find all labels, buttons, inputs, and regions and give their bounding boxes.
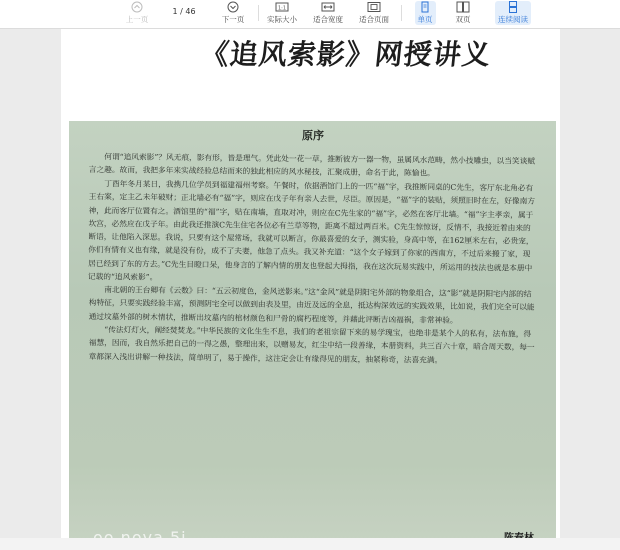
page-total: / 46 [180, 7, 196, 16]
handwritten-title: 《追风索影》网授讲义 [199, 38, 493, 71]
actual-size-button[interactable] [259, 1, 305, 25]
fit-width-icon [305, 1, 351, 15]
document-page [61, 29, 560, 550]
preface-paragraph: 何谓“追风索影”？风无痕，影有形，皆是理气。凭此处一花一草，推断彼方一器一物，虽属风水范畴，然小技雕虫，以当笑谈赋言之趣。故而，我把多年来实战经验总结而来的独此相应的风水秘技，汇聚成册，命名于此，陈愉也。 [88, 152, 536, 178]
prev-page-label: 上一页 [125, 15, 149, 24]
fit-page-button[interactable] [351, 1, 397, 25]
arrow-up-icon [114, 1, 160, 15]
next-page-button[interactable] [210, 1, 256, 25]
fit-width-button[interactable] [305, 1, 351, 25]
single-page-highlight [415, 1, 436, 25]
single-page-icon [418, 1, 433, 15]
actual-size-icon [259, 1, 305, 15]
preface-paragraph: 南北朝的王台卿有《云数》曰：“五云初度色，金风送影来。”这“金风”就是阴阳宅外部的物象组合，这“影”就是阴阳宅内部的结构特征，只要实践经验丰富，预测阴宅全可以做到由表及里，由近及远的全息，抵达构深效远的实践效果，比如说，我们完全可以能通过坟墓外部的树木情状，推断出坟墓内的棺材颜色和尸骨的腐朽程度等，并藉此评断吉凶福祸，非常神验。 [88, 285, 535, 325]
preface-heading: 原序 [302, 129, 324, 142]
fit-page-label: 适合页面 [359, 15, 389, 24]
continuous-read-highlight [495, 1, 531, 25]
continuous-read-icon [498, 1, 528, 15]
fit-page-icon [351, 1, 397, 15]
fit-width-label: 适合宽度 [313, 15, 343, 24]
double-page-button[interactable] [440, 1, 486, 25]
next-page-label: 下一页 [221, 15, 245, 24]
preface-paragraph: “传法灯灯火，阐经焚焚龙。”中华民族的文化生生不息，我们的老祖宗留下来的易学瑰宝，也绝非是某个人的私有，法布施，得福慧，因而，我自然乐把自己的一得之愚，整理出来，以赠易友，红尘中结一段善缘，本册资料，共三百六十章，暗合周天数，每一章都深入浅出讲解一种技法，简单明了，易于操作，这注定会让有缘得见的朋友，抽紧称奇，法喜充满。 [88, 325, 535, 365]
bottom-scroll-area [0, 538, 620, 550]
continuous-read-button[interactable] [490, 1, 536, 25]
double-page-icon [440, 1, 486, 15]
page-current[interactable]: 1 [172, 7, 178, 16]
arrow-down-icon [210, 1, 256, 15]
scanned-photo [69, 121, 556, 550]
single-page-label: 单页 [417, 15, 433, 24]
continuous-read-label: 连续阅读 [498, 15, 528, 24]
viewer-toolbar [0, 0, 620, 29]
actual-size-label: 实际大小 [267, 15, 297, 24]
svg-text:1:1: 1:1 [277, 5, 287, 12]
preface-paragraph: 丁酉年冬月某日，我携几位学员到福建福州考察。午餐时，依据酒馆门上的一匹“福”字，我推断同桌的C先生，客厅东北角必有王右案，定主乙未年破财；正北墙必有“福”字，则应在戊子年有亲人去世，尽臣。原因是，“福”字的装贴，须照旧时在左，好像南方神，此而客厅位置有之。酒馆里的“福”字，贴在南墙，直取对冲，则应在C先生家的“福”字，必然在客厅北墙。“福”字主孝亲，属于坎宫，必然应在戊子年。由此我还推演C先生住宅各位必有兰草等物，距离不超过两百米。C先生惊惊讶，反情不，我接近着由来的断语，让他陷入深思。我说，只要有这个屋常场，我就可以断言，你最喜爱的女子，测实验，身高中等，在162厘米左右，必贵宠，你们有情有义也有缘，就是没有份，成不了夫妻，他急了点头。我又补充道：“这个女子嫁到了你家的西南方，不过后来搬了家，现居已经到了东的方去。”C先生目瞪口呆，他身言的了解内情的朋友也登起大拇指，我在这次玩易实践中，所运用的技法也就是本册中记载的“追风索影”。 [87, 178, 536, 282]
page-indicator[interactable] [162, 6, 206, 18]
prev-page-button[interactable] [114, 1, 160, 25]
preface-text-block [89, 127, 537, 363]
double-page-label: 双页 [455, 15, 471, 24]
